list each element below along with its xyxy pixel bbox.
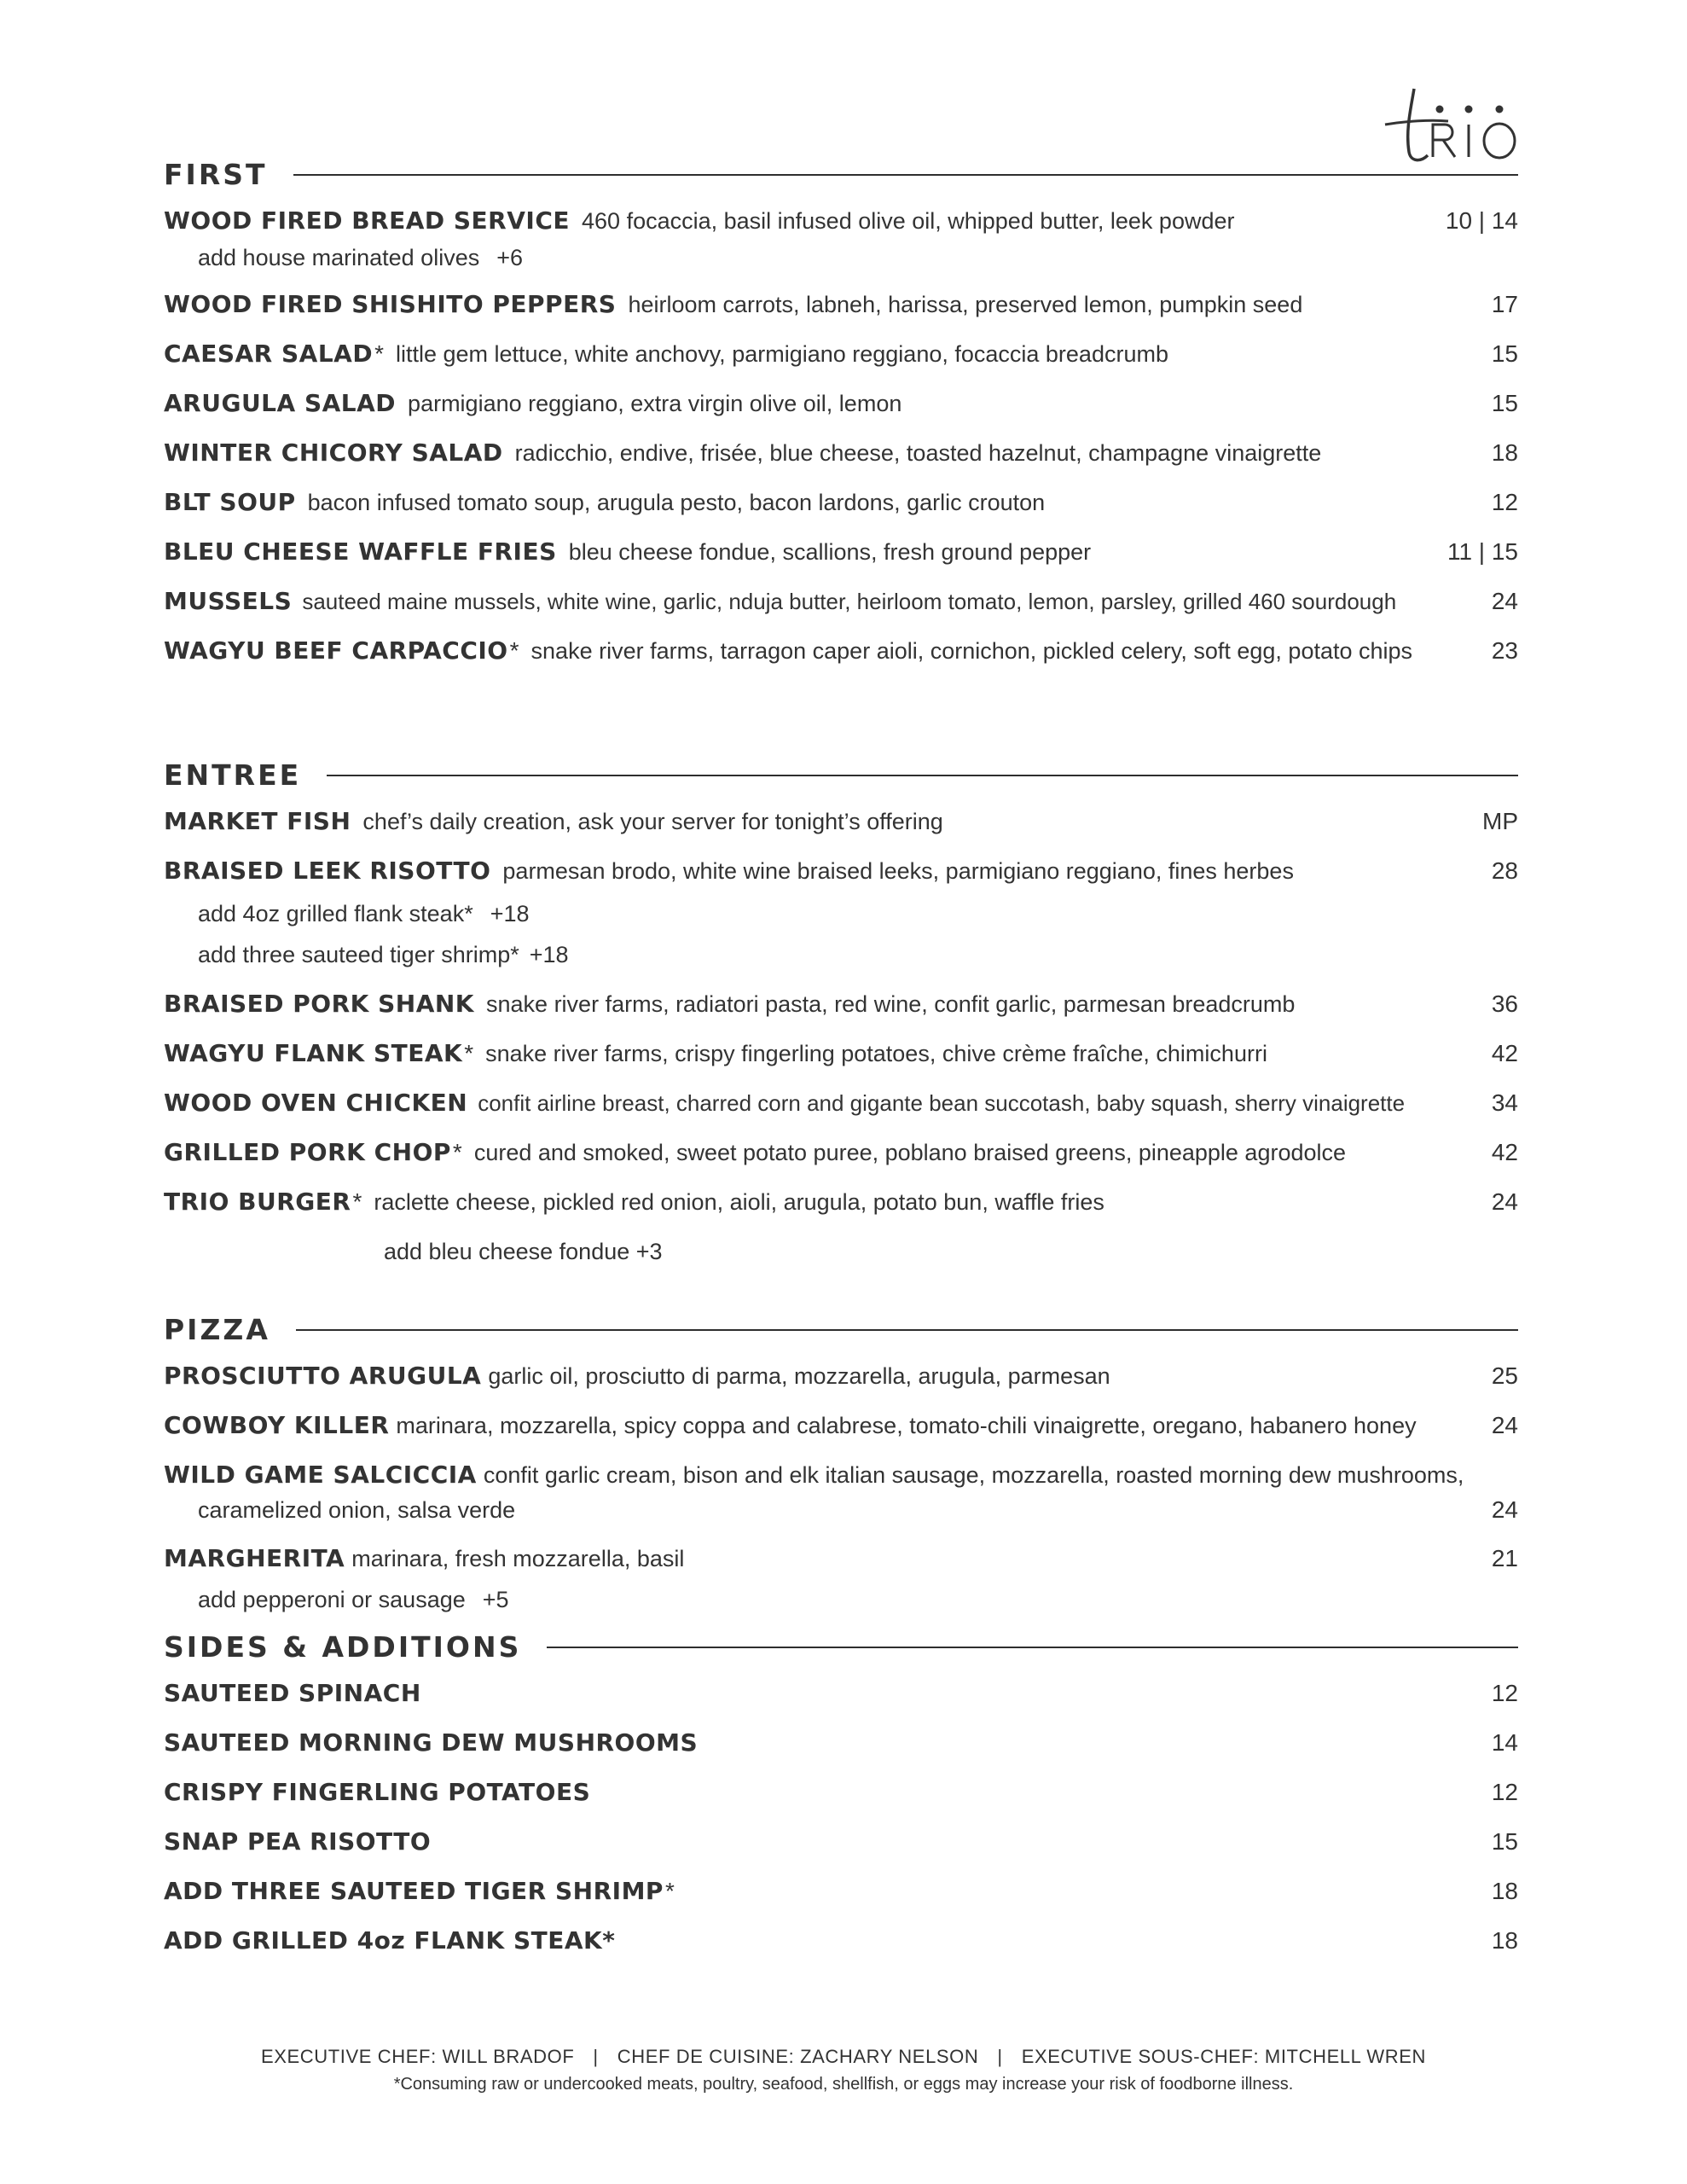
item-addon (384, 1239, 663, 1265)
item-price: 18 (1491, 1878, 1518, 1904)
item-addon (198, 942, 569, 968)
item-name: SAUTEED MORNING DEW MUSHROOMS (164, 1728, 699, 1757)
section-divider (547, 1647, 1518, 1648)
menu-item (164, 636, 1518, 672)
item-name: WOOD FIRED BREAD SERVICE (164, 206, 571, 235)
item-price: 28 (1491, 857, 1518, 884)
item-price: 10 | 14 (1445, 207, 1518, 234)
addon-price: +5 (482, 1587, 509, 1612)
item-price: 14 (1491, 1729, 1518, 1756)
section-sides-header (164, 1628, 1518, 1665)
raw-warning-star: * (509, 637, 519, 664)
item-description: garlic oil, prosciutto di parma, mozzarella, arugula, parmesan (488, 1363, 1110, 1389)
executive-chef-credit: EXECUTIVE CHEF: WILL BRADOF (260, 2046, 575, 2067)
addon-price: +18 (490, 901, 530, 926)
menu-item (164, 1877, 1518, 1913)
item-price: 24 (1491, 1188, 1518, 1215)
menu-item (164, 807, 1518, 843)
item-description: bleu cheese fondue, scallions, fresh ground pepper (568, 539, 1092, 565)
addon-label: add 4oz grilled flank steak* (198, 901, 473, 926)
item-price: 24 (1491, 1412, 1518, 1438)
menu-item (164, 1544, 1518, 1580)
item-description: confit airline breast, charred corn and gigante bean succotash, baby squash, sherry vinaigrette (478, 1090, 1406, 1116)
item-price: 18 (1491, 439, 1518, 466)
menu-item (164, 990, 1518, 1025)
item-description: marinara, fresh mozzarella, basil (351, 1546, 685, 1571)
sous-chef-credit: EXECUTIVE SOUS-CHEF: MITCHELL WREN (1021, 2046, 1427, 2067)
raw-warning-star: * (464, 1040, 474, 1066)
item-price: 36 (1491, 990, 1518, 1017)
section-title: PIZZA (164, 1312, 270, 1346)
item-addon (198, 245, 523, 271)
raw-warning-star: * (374, 340, 384, 367)
addon-label: add bleu cheese fondue +3 (384, 1239, 663, 1264)
item-name: MARGHERITA (164, 1544, 345, 1572)
item-name: MUSSELS (164, 587, 293, 615)
item-price: MP (1482, 808, 1518, 834)
menu-item (164, 488, 1518, 524)
item-price: 18 (1491, 1927, 1518, 1954)
addon-price: +6 (496, 245, 524, 270)
item-description: parmesan brodo, white wine braised leeks, parmigiano reggiano, fines herbes (502, 858, 1294, 884)
trio-logo-mark (1380, 84, 1525, 166)
item-description: little gem lettuce, white anchovy, parmigiano reggiano, focaccia breadcrumb (396, 341, 1168, 367)
item-description: sauteed maine mussels, white wine, garlic, nduja butter, heirloom tomato, lemon, parsley, grilled 460 sourdough (302, 589, 1397, 614)
item-name: SAUTEED SPINACH (164, 1679, 421, 1707)
menu-item (164, 1827, 1518, 1863)
item-name: BLEU CHEESE WAFFLE FRIES (164, 537, 557, 566)
item-price: 15 (1491, 340, 1518, 367)
item-name: WILD GAME SALCICCIA (164, 1461, 477, 1489)
trio-logo (1380, 84, 1525, 166)
menu-footer (0, 2046, 1687, 2094)
item-description: snake river farms, radiatori pasta, red wine, confit garlic, parmesan breadcrumb (486, 991, 1296, 1017)
section-divider (296, 1329, 1518, 1331)
item-name: PROSCIUTTO ARUGULA (164, 1362, 482, 1390)
menu-item (164, 1411, 1518, 1447)
item-name: SNAP PEA RISOTTO (164, 1827, 432, 1856)
menu-item (164, 1089, 1518, 1124)
item-price: 24 (1491, 1496, 1518, 1523)
section-entree-header (164, 756, 1518, 793)
item-name: ARUGULA SALAD (164, 389, 397, 417)
item-description: parmigiano reggiano, extra virgin olive oil, lemon (408, 391, 902, 416)
menu-item (164, 1138, 1518, 1174)
menu-item (164, 1778, 1518, 1814)
item-name: WAGYU FLANK STEAK (164, 1039, 463, 1067)
addon-label: add house marinated olives (198, 245, 480, 270)
menu-item (164, 587, 1518, 623)
item-name: GRILLED PORK CHOP (164, 1138, 451, 1166)
menu-item (164, 857, 1518, 892)
menu-item (164, 389, 1518, 425)
credit-separator: | (997, 2046, 1003, 2067)
item-description: heirloom carrots, labneh, harissa, preserved lemon, pumpkin seed (628, 292, 1303, 317)
item-price: 24 (1491, 588, 1518, 614)
item-price: 12 (1491, 489, 1518, 515)
section-title: ENTREE (164, 758, 302, 792)
section-title: SIDES & ADDITIONS (164, 1629, 522, 1664)
menu-item (164, 1679, 1518, 1715)
item-addon (198, 1587, 509, 1613)
item-addon (198, 901, 530, 927)
menu-item (164, 439, 1518, 474)
item-price: 21 (1491, 1545, 1518, 1571)
addon-label: add three sauteed tiger shrimp* (198, 942, 519, 967)
item-name: COWBOY KILLER (164, 1411, 390, 1439)
menu-item (164, 1728, 1518, 1764)
credit-separator: | (593, 2046, 599, 2067)
menu-item (164, 1926, 1518, 1962)
item-name: WINTER CHICORY SALAD (164, 439, 503, 467)
item-description: chef’s daily creation, ask your server for tonight’s offering (362, 809, 943, 834)
item-price: 42 (1491, 1040, 1518, 1066)
item-name: BRAISED PORK SHANK (164, 990, 475, 1018)
item-name: WAGYU BEEF CARPACCIO (164, 636, 508, 665)
raw-warning-star: * (452, 1139, 462, 1165)
menu-item (164, 1188, 1518, 1223)
chef-credits (0, 2046, 1687, 2068)
raw-warning-star: * (352, 1188, 362, 1215)
item-price: 12 (1491, 1779, 1518, 1805)
item-price: 17 (1491, 291, 1518, 317)
addon-label: add pepperoni or sausage (198, 1587, 466, 1612)
section-pizza-header (164, 1310, 1518, 1348)
addon-price: +18 (529, 942, 569, 967)
item-price: 15 (1491, 390, 1518, 416)
item-price: 11 | 15 (1446, 538, 1518, 565)
item-description: snake river farms, tarragon caper aioli, cornichon, pickled celery, soft egg, potato chips (530, 638, 1413, 664)
item-name: TRIO BURGER (164, 1188, 351, 1216)
foodborne-illness-disclaimer: *Consuming raw or undercooked meats, poultry, seafood, shellfish, or eggs may increase your risk of foodborne illness. (393, 2075, 1294, 2094)
item-description: 460 focaccia, basil infused olive oil, whipped butter, leek powder (582, 208, 1235, 234)
section-divider (293, 174, 1518, 176)
item-name: ADD THREE SAUTEED TIGER SHRIMP (164, 1877, 664, 1905)
item-description: cured and smoked, sweet potato puree, poblano braised greens, pineapple agrodolce (473, 1140, 1347, 1165)
item-name: BRAISED LEEK RISOTTO (164, 857, 491, 885)
item-description: raclette cheese, pickled red onion, aioli, arugula, potato bun, waffle fries (374, 1189, 1104, 1215)
chef-de-cuisine-credit: CHEF DE CUISINE: ZACHARY NELSON (617, 2046, 979, 2067)
item-name: BLT SOUP (164, 488, 296, 516)
item-name: CAESAR SALAD (164, 340, 374, 368)
item-price: 15 (1491, 1828, 1518, 1855)
item-price: 12 (1491, 1680, 1518, 1706)
item-description: radicchio, endive, frisée, blue cheese, toasted hazelnut, champagne vinaigrette (514, 440, 1322, 466)
item-description: marinara, mozzarella, spicy coppa and calabrese, tomato-chili vinaigrette, oregano, habanero honey (396, 1413, 1417, 1438)
item-price: 42 (1491, 1139, 1518, 1165)
menu-item (164, 1039, 1518, 1075)
item-price: 34 (1491, 1089, 1518, 1116)
item-name: MARKET FISH (164, 807, 351, 835)
menu-item (164, 537, 1518, 573)
item-description: bacon infused tomato soup, arugula pesto, bacon lardons, garlic crouton (307, 490, 1046, 515)
item-description: confit garlic cream, bison and elk italian sausage, mozzarella, roasted morning dew mushrooms, (483, 1462, 1464, 1488)
menu-item (164, 290, 1518, 326)
menu-item (164, 1362, 1518, 1397)
section-divider (327, 775, 1518, 776)
item-description-continued: caramelized onion, salsa verde (198, 1497, 516, 1523)
menu-item (164, 206, 1518, 242)
raw-warning-star: * (664, 1878, 675, 1904)
item-name: ADD GRILLED 4oz FLANK STEAK* (164, 1926, 616, 1955)
item-name: WOOD FIRED SHISHITO PEPPERS (164, 290, 617, 318)
section-first-header (164, 155, 1518, 193)
item-name: CRISPY FINGERLING POTATOES (164, 1778, 591, 1806)
menu-item (164, 340, 1518, 375)
menu-item (164, 1461, 1518, 1531)
item-name: WOOD OVEN CHICKEN (164, 1089, 468, 1117)
item-price: 23 (1491, 637, 1518, 664)
section-title: FIRST (164, 157, 268, 191)
item-price: 25 (1491, 1362, 1518, 1389)
item-description: snake river farms, crispy fingerling potatoes, chive crème fraîche, chimichurri (485, 1041, 1267, 1066)
